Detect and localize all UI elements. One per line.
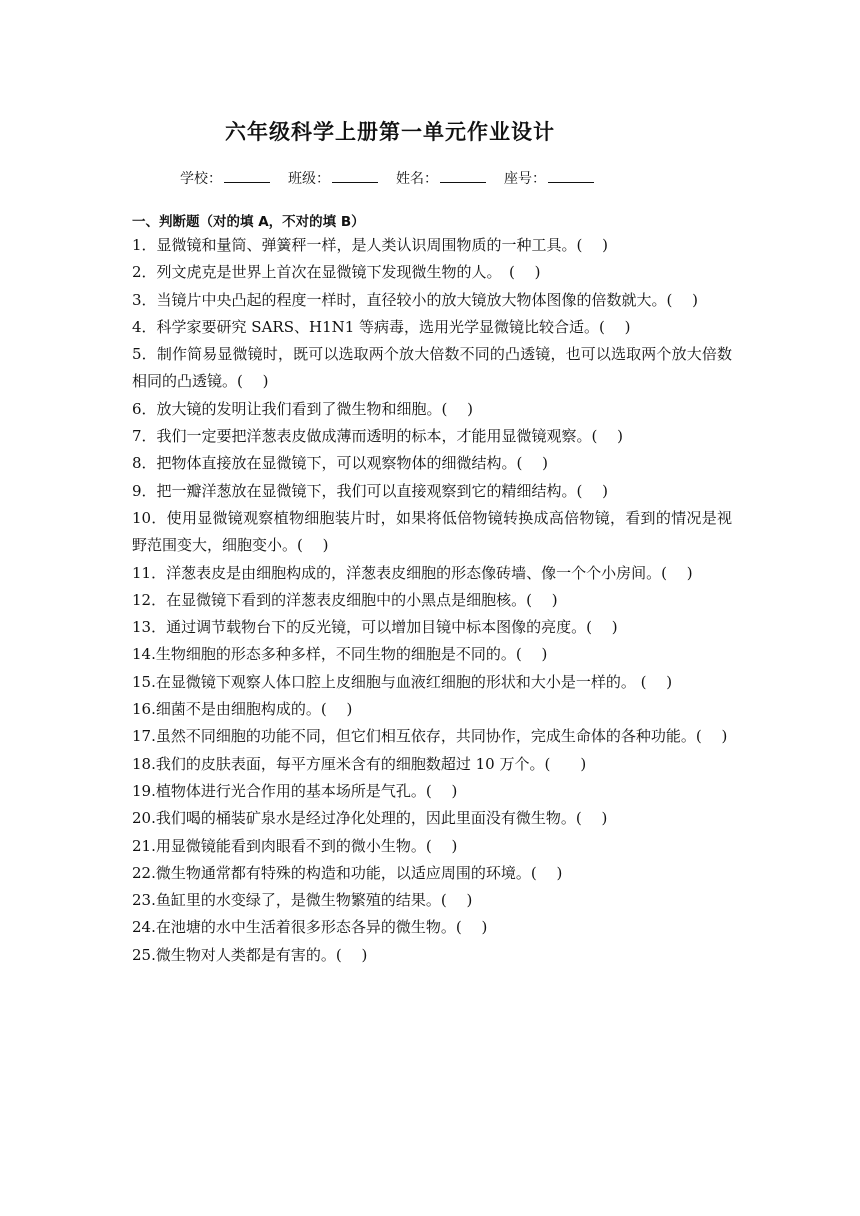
question-list [132, 232, 732, 969]
question-item: 8．把物体直接放在显微镜下，可以观察物体的细微结构。( ) [132, 454, 549, 473]
class-blank [332, 170, 378, 183]
question-item: 3．当镜片中央凸起的程度一样时，直径较小的放大镜放大物体图像的倍数就大。( ) [132, 290, 699, 309]
school-label: 学校： [180, 171, 222, 187]
student-info-row [180, 168, 594, 188]
question-item: 9．把一瓣洋葱放在显微镜下，我们可以直接观察到它的精细结构。( ) [132, 481, 609, 500]
seat-label: 座号： [504, 171, 546, 187]
question-item: 1．显微镜和量筒、弹簧秤一样，是人类认识周围物质的一种工具。( ) [132, 236, 609, 254]
seat-field [504, 168, 594, 188]
name-label: 姓名： [396, 171, 438, 187]
question-item: 6．放大镜的发明让我们看到了微生物和细胞。( ) [132, 399, 474, 418]
question-item: 7．我们一定要把洋葱表皮做成薄而透明的标本，才能用显微镜观察。( ) [132, 427, 624, 446]
name-field [396, 168, 486, 188]
class-field [288, 168, 378, 188]
seat-blank [548, 170, 594, 183]
page-title: 六年级科学上册第一单元作业设计 [225, 120, 555, 144]
question-item: 23.鱼缸里的水变绿了，是微生物繁殖的结果。( ) [132, 891, 473, 910]
question-item: 11．洋葱表皮是由细胞构成的，洋葱表皮细胞的形态像砖墙、像一个个小房间。( ) [132, 563, 693, 582]
question-item: 10．使用显微镜观察植物细胞装片时，如果将低倍物镜转换成高倍物镜，看到的情况是视野范围变大，细胞变小。( ) [132, 508, 732, 555]
question-item: 22.微生物通常都有特殊的构造和功能，以适应周围的环境。( ) [132, 863, 563, 882]
question-item: 14.生物细胞的形态多种多样，不同生物的细胞是不同的。( ) [132, 645, 548, 664]
question-item: 17.虽然不同细胞的功能不同，但它们相互依存，共同协作，完成生命体的各种功能。( ) [132, 727, 728, 746]
question-item: 24.在池塘的水中生活着很多形态各异的微生物。( ) [132, 918, 488, 937]
question-item: 18.我们的皮肤表面，每平方厘米含有的细胞数超过 10 万个。( ) [132, 754, 587, 773]
class-label: 班级： [288, 171, 330, 187]
question-item: 25.微生物对人类都是有害的。( ) [132, 945, 368, 964]
question-item: 16.细菌不是由细胞构成的。( ) [132, 700, 353, 719]
question-item: 2．列文虎克是世界上首次在显微镜下发现微生物的人。 ( ) [132, 263, 541, 282]
section-heading: 一、判断题（对的填 A，不对的填 B） [132, 214, 365, 230]
question-item: 12．在显微镜下看到的洋葱表皮细胞中的小黑点是细胞核。( ) [132, 590, 558, 609]
school-field [180, 168, 270, 188]
question-item: 15.在显微镜下观察人体口腔上皮细胞与血液红细胞的形状和大小是一样的。 ( ) [132, 672, 673, 691]
question-item: 21.用显微镜能看到肉眼看不到的微小生物。( ) [132, 836, 458, 855]
question-item: 4．科学家要研究 SARS、H1N1 等病毒，选用光学显微镜比较合适。( ) [132, 317, 631, 336]
question-item: 5．制作简易显微镜时，既可以选取两个放大倍数不同的凸透镜，也可以选取两个放大倍数相同的凸透镜。( ) [132, 345, 732, 391]
question-item: 19.植物体进行光合作用的基本场所是气孔。( ) [132, 781, 458, 800]
question-item: 13．通过调节载物台下的反光镜，可以增加目镜中标本图像的亮度。( ) [132, 618, 618, 637]
question-item: 20.我们喝的桶装矿泉水是经过净化处理的，因此里面没有微生物。( ) [132, 809, 608, 828]
name-blank [440, 170, 486, 183]
school-blank [224, 170, 270, 183]
